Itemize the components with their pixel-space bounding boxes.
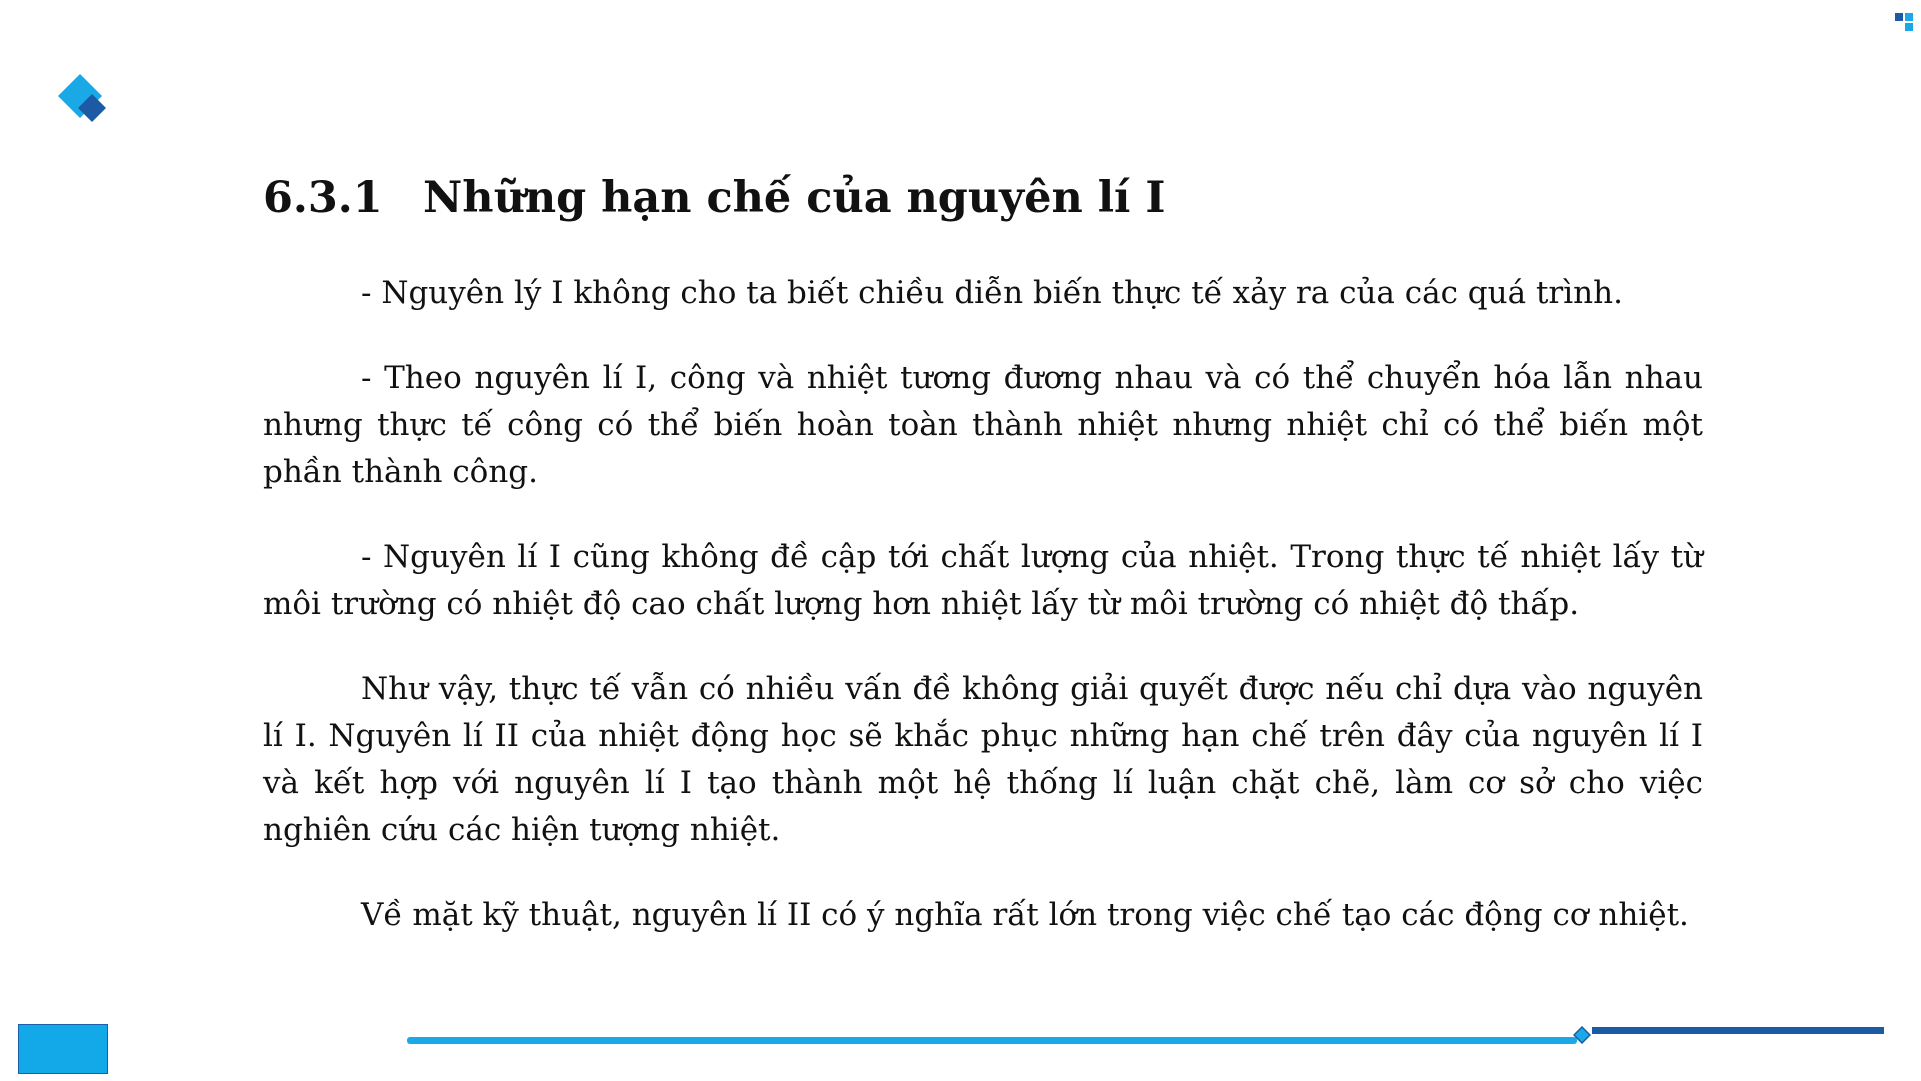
section-heading xyxy=(263,160,1703,236)
paragraph-2: - Theo nguyên lí I, công và nhiệt tương đương nhau và có thể chuyển hóa lẫn nhau nhưng thực tế công có thể biến hoàn toàn thành nhiệt nhưng nhiệt chỉ có thể biến một phần thành công. xyxy=(263,360,1703,490)
diamond-logo-icon xyxy=(56,72,112,128)
document-body xyxy=(263,160,1703,977)
paragraph-3: - Nguyên lí I cũng không đề cập tới chất lượng của nhiệt. Trong thực tế nhiệt lấy từ môi trường có nhiệt độ cao chất lượng hơn nhiệt lấy từ môi trường có nhiệt độ thấp. xyxy=(263,539,1703,622)
grid-squares-icon xyxy=(1895,13,1915,33)
paragraph-4: Như vậy, thực tế vẫn có nhiều vấn đề không giải quyết được nếu chỉ dựa vào nguyên lí I. Nguyên lí II của nhiệt động học sẽ khắc phục những hạn chế trên đây của nguyên lí I và kết hợp với nguyên lí I tạo thành một hệ thống lí luận chặt chẽ, làm cơ sở cho việc nghiên cứu các hiện tượng nhiệt. xyxy=(263,671,1703,848)
footer-block xyxy=(18,1024,108,1074)
section-number: 6.3.1 xyxy=(263,173,383,223)
paragraph-5: Về mặt kỹ thuật, nguyên lí II có ý nghĩa rất lớn trong việc chế tạo các động cơ nhiệt. xyxy=(361,897,1689,933)
footer-dark-line xyxy=(1592,1027,1884,1034)
footer-accent-line xyxy=(407,1037,1577,1044)
footer-diamond-icon xyxy=(1573,1026,1591,1044)
paragraph-1: - Nguyên lý I không cho ta biết chiều diễn biến thực tế xảy ra của các quá trình. xyxy=(361,275,1623,311)
section-title: Những hạn chế của nguyên lí I xyxy=(423,173,1166,223)
